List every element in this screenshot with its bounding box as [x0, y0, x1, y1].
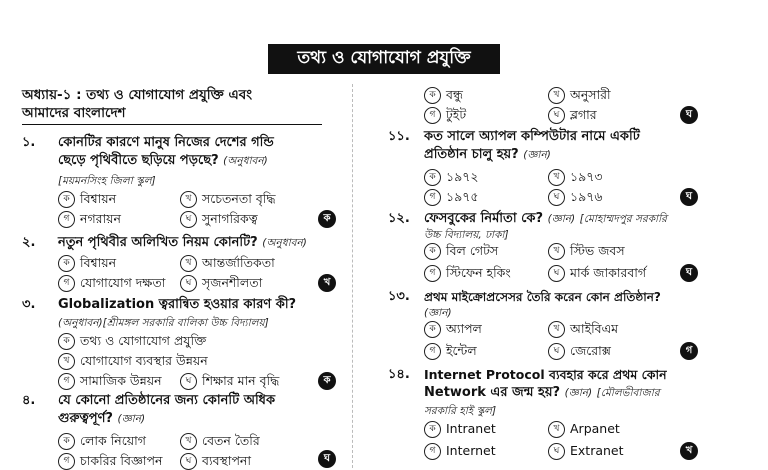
option-marker: খ: [548, 169, 565, 186]
question-number: ৩.: [22, 297, 36, 312]
question-12: [388, 210, 700, 230]
option-label: চাকরির বিজ্ঞাপন: [80, 453, 163, 468]
chapter-heading-line2: আমাদের বাংলাদেশ: [22, 105, 126, 121]
question-number: ১১.: [388, 129, 410, 144]
option-marker: ঘ: [180, 373, 197, 390]
option-marker: ঘ: [180, 275, 197, 292]
answer-badge: ঘ: [318, 450, 336, 468]
question-tag: (জ্ঞান): [564, 387, 593, 399]
option-marker: গ: [58, 211, 75, 228]
option-label: তথ্য ও যোগাযোগ প্রযুক্তি: [80, 333, 207, 348]
option-label: বেতন তৈরি: [202, 433, 260, 448]
option-gha[interactable]: [180, 372, 279, 390]
question-source: [শ্রীমঙ্গল সরকারি বালিকা উচ্চ বিদ্যালয়]: [102, 317, 269, 329]
question-number: ২.: [22, 235, 36, 250]
option-label: Intranet: [446, 421, 496, 436]
question-text-line2: ছেড়ে পৃথিবীতে ছড়িয়ে পড়ছে?: [58, 153, 219, 168]
option-marker: খ: [180, 433, 197, 450]
option-marker: ক: [58, 191, 75, 208]
option-marker: ক: [58, 433, 75, 450]
option-marker: ঘ: [548, 189, 565, 206]
option-label: অ্যাপল: [446, 321, 482, 336]
option-ka[interactable]: [424, 242, 498, 260]
question-number: ১৩.: [388, 289, 410, 304]
option-label: নগরায়ন: [80, 211, 121, 226]
option-marker: ঘ: [180, 453, 197, 470]
question-tag: (জ্ঞান): [117, 413, 146, 425]
option-ga[interactable]: [58, 452, 163, 470]
question-tag: (জ্ঞান): [424, 307, 452, 319]
option-label: সৃজনশীলতা: [202, 275, 263, 290]
option-ka[interactable]: [58, 432, 146, 450]
option-ka[interactable]: [58, 332, 206, 350]
option-kha[interactable]: [548, 320, 618, 338]
question-source: [মৌলভীবাজার: [596, 387, 660, 399]
option-label: যোগাযোগ দক্ষতা: [80, 275, 166, 290]
page-title: তথ্য ও যোগাযোগ প্রযুক্তি: [268, 44, 500, 74]
option-marker: খ: [548, 321, 565, 338]
answer-badge: গ: [680, 342, 698, 360]
option-kha[interactable]: [180, 432, 260, 450]
option-marker: ক: [424, 243, 441, 260]
option-ka[interactable]: [424, 168, 478, 186]
option-label: আন্তর্জাতিকতা: [202, 255, 275, 270]
option-label: স্টিভ জবস: [570, 243, 625, 258]
option-marker: খ: [180, 191, 197, 208]
option-label: মার্ক জাকারবার্গ: [570, 265, 647, 280]
option-ga[interactable]: [58, 210, 121, 228]
option-gha[interactable]: [180, 452, 251, 470]
option-marker: ঘ: [548, 443, 565, 460]
question-source: [ময়মনসিংহ জিলা স্কুল]: [58, 175, 156, 187]
option-marker: গ: [424, 343, 441, 360]
option-kha[interactable]: [548, 242, 625, 260]
question-text-line1: প্রথম মাইক্রোপ্রসেসর তৈরি করেন কোন প্রতিষ্ঠান?: [424, 290, 661, 304]
answer-badge: ক: [318, 372, 336, 390]
question-13: [388, 288, 700, 308]
option-ga[interactable]: [424, 264, 511, 282]
option-marker: ক: [58, 333, 75, 350]
option-label: ইন্টেল: [446, 343, 477, 358]
answer-badge: ক: [318, 210, 336, 228]
answer-badge: ঘ: [680, 188, 698, 206]
option-label: সচেতনতা বৃদ্ধি: [202, 191, 276, 206]
option-marker: ঘ: [548, 107, 565, 124]
option-label: ১৯৭২: [446, 169, 479, 184]
option-label: ১৯৭৫: [446, 189, 479, 204]
option-label: Extranet: [570, 443, 624, 458]
question-number: ১৪.: [388, 367, 410, 382]
option-ga[interactable]: [424, 106, 466, 124]
question-tag: (জ্ঞান): [547, 213, 576, 225]
answer-badge: ঘ: [680, 264, 698, 282]
answer-badge: খ: [318, 274, 336, 292]
option-label: ১৯৭৩: [570, 169, 603, 184]
option-label: বিল গেটস: [446, 243, 499, 258]
option-label: যোগাযোগ ব্যবস্থার উন্নয়ন: [80, 353, 208, 368]
question-source-cont: সরকারি হাই স্কুল]: [424, 405, 497, 417]
question-tag: (অনুধাবন): [223, 155, 268, 167]
option-label: ব্যবস্থাপনা: [202, 453, 252, 468]
column-divider: [352, 84, 353, 468]
option-ka[interactable]: [424, 420, 496, 438]
question-tag: (অনুধাবন): [58, 317, 103, 329]
option-ga[interactable]: [424, 442, 496, 460]
question-3: [22, 296, 342, 316]
answer-badge: খ: [680, 442, 698, 460]
question-text-line1: নতুন পৃথিবীর অলিখিত নিয়ম কোনটি?: [58, 235, 258, 250]
option-marker: ঘ: [548, 343, 565, 360]
option-marker: ঘ: [548, 265, 565, 282]
option-label: Arpanet: [570, 421, 620, 436]
option-label: লোক নিয়োগ: [80, 433, 146, 448]
option-ga[interactable]: [424, 188, 478, 206]
option-label: টুইট: [446, 107, 467, 122]
question-text-line2: প্রতিষ্ঠান চালু হয়?: [424, 147, 519, 162]
option-marker: ক: [424, 87, 441, 104]
option-label: ব্লগার: [570, 107, 597, 122]
option-gha[interactable]: [548, 342, 611, 360]
option-label: জেরোক্স: [570, 343, 611, 358]
question-14: [388, 366, 700, 406]
option-ka[interactable]: [424, 320, 482, 338]
option-label: সামাজিক উন্নয়ন: [80, 373, 162, 388]
option-kha[interactable]: [58, 352, 208, 370]
option-label: বিশ্বায়ন: [80, 191, 117, 206]
question-text-line1: Internet Protocol ব্যবহার করে প্রথম কোন: [424, 367, 667, 382]
option-kha[interactable]: [180, 254, 275, 272]
option-label: শিক্ষার মান বৃদ্ধি: [202, 373, 280, 388]
option-label: আইবিএম: [570, 321, 619, 336]
option-ga[interactable]: [424, 342, 477, 360]
chapter-underline: [22, 124, 322, 125]
option-ga[interactable]: [58, 372, 162, 390]
option-gha[interactable]: [548, 442, 624, 460]
option-marker: ঘ: [180, 211, 197, 228]
option-gha[interactable]: [548, 188, 602, 206]
option-marker: খ: [548, 421, 565, 438]
option-kha[interactable]: [180, 190, 276, 208]
option-marker: গ: [424, 189, 441, 206]
option-ga[interactable]: [58, 274, 165, 292]
option-marker: খ: [180, 255, 197, 272]
question-number: ১২.: [388, 211, 410, 226]
option-gha[interactable]: [180, 274, 262, 292]
question-text-line1: কোনটির কারণে মানুষ নিজের দেশের গন্ডি: [58, 135, 274, 150]
option-ka[interactable]: [58, 254, 116, 272]
option-label: বন্ধু: [446, 87, 463, 102]
option-kha[interactable]: [548, 86, 611, 104]
option-label: অনুসারী: [570, 87, 611, 102]
question-text-line2: Network এর জন্ম হয়?: [424, 385, 561, 400]
option-gha[interactable]: [548, 264, 646, 282]
question-text-line1: Globalization ত্বরান্বিত হওয়ার কারণ কী?: [58, 297, 297, 312]
option-marker: খ: [548, 87, 565, 104]
question-source-cont: উচ্চ বিদ্যালয়, ঢাকা]: [424, 229, 509, 241]
option-marker: ক: [424, 421, 441, 438]
chapter-heading-line1: অধ্যায়-১ : তথ্য ও যোগাযোগ প্রযুক্তি এবং: [22, 87, 253, 103]
question-text-line2: গুরুত্বপূর্ণ?: [58, 411, 113, 426]
option-ka[interactable]: [424, 86, 463, 104]
option-marker: গ: [58, 453, 75, 470]
question-4: [22, 392, 342, 432]
question-2: [22, 234, 342, 254]
option-marker: গ: [424, 107, 441, 124]
option-gha[interactable]: [180, 210, 258, 228]
option-label: বিশ্বায়ন: [80, 255, 117, 270]
question-text-line1: কত সালে অ্যাপল কম্পিউটার নামে একটি: [424, 129, 640, 144]
question-11: [388, 128, 700, 168]
option-label: Internet: [446, 443, 496, 458]
question-tag: (অনুধাবন): [262, 237, 307, 249]
question-source-row: [58, 316, 269, 330]
answer-badge: ঘ: [680, 106, 698, 124]
option-ka[interactable]: [58, 190, 116, 208]
option-marker: খ: [548, 243, 565, 260]
option-label: সুনাগরিকত্ব: [202, 211, 258, 226]
question-number: ১.: [22, 135, 36, 150]
option-marker: গ: [424, 443, 441, 460]
option-kha[interactable]: [548, 420, 620, 438]
option-kha[interactable]: [548, 168, 602, 186]
chapter-heading: [22, 86, 322, 122]
option-marker: ক: [424, 321, 441, 338]
option-marker: ক: [424, 169, 441, 186]
question-source: [মোহাম্মদপুর সরকারি: [579, 213, 667, 225]
option-gha[interactable]: [548, 106, 597, 124]
option-marker: গ: [424, 265, 441, 282]
question-tag: (জ্ঞান): [523, 149, 551, 161]
question-text-line1: যে কোনো প্রতিষ্ঠানের জন্য কোনটি অধিক: [58, 393, 276, 408]
question-1: [22, 134, 342, 174]
option-label: স্টিফেন হকিং: [446, 265, 511, 280]
question-number: ৪.: [22, 393, 36, 408]
option-marker: গ: [58, 275, 75, 292]
option-marker: গ: [58, 373, 75, 390]
question-text-line1: ফেসবুকের নির্মাতা কে?: [424, 211, 544, 226]
option-marker: খ: [58, 353, 75, 370]
option-marker: ক: [58, 255, 75, 272]
option-label: ১৯৭৬: [570, 189, 603, 204]
